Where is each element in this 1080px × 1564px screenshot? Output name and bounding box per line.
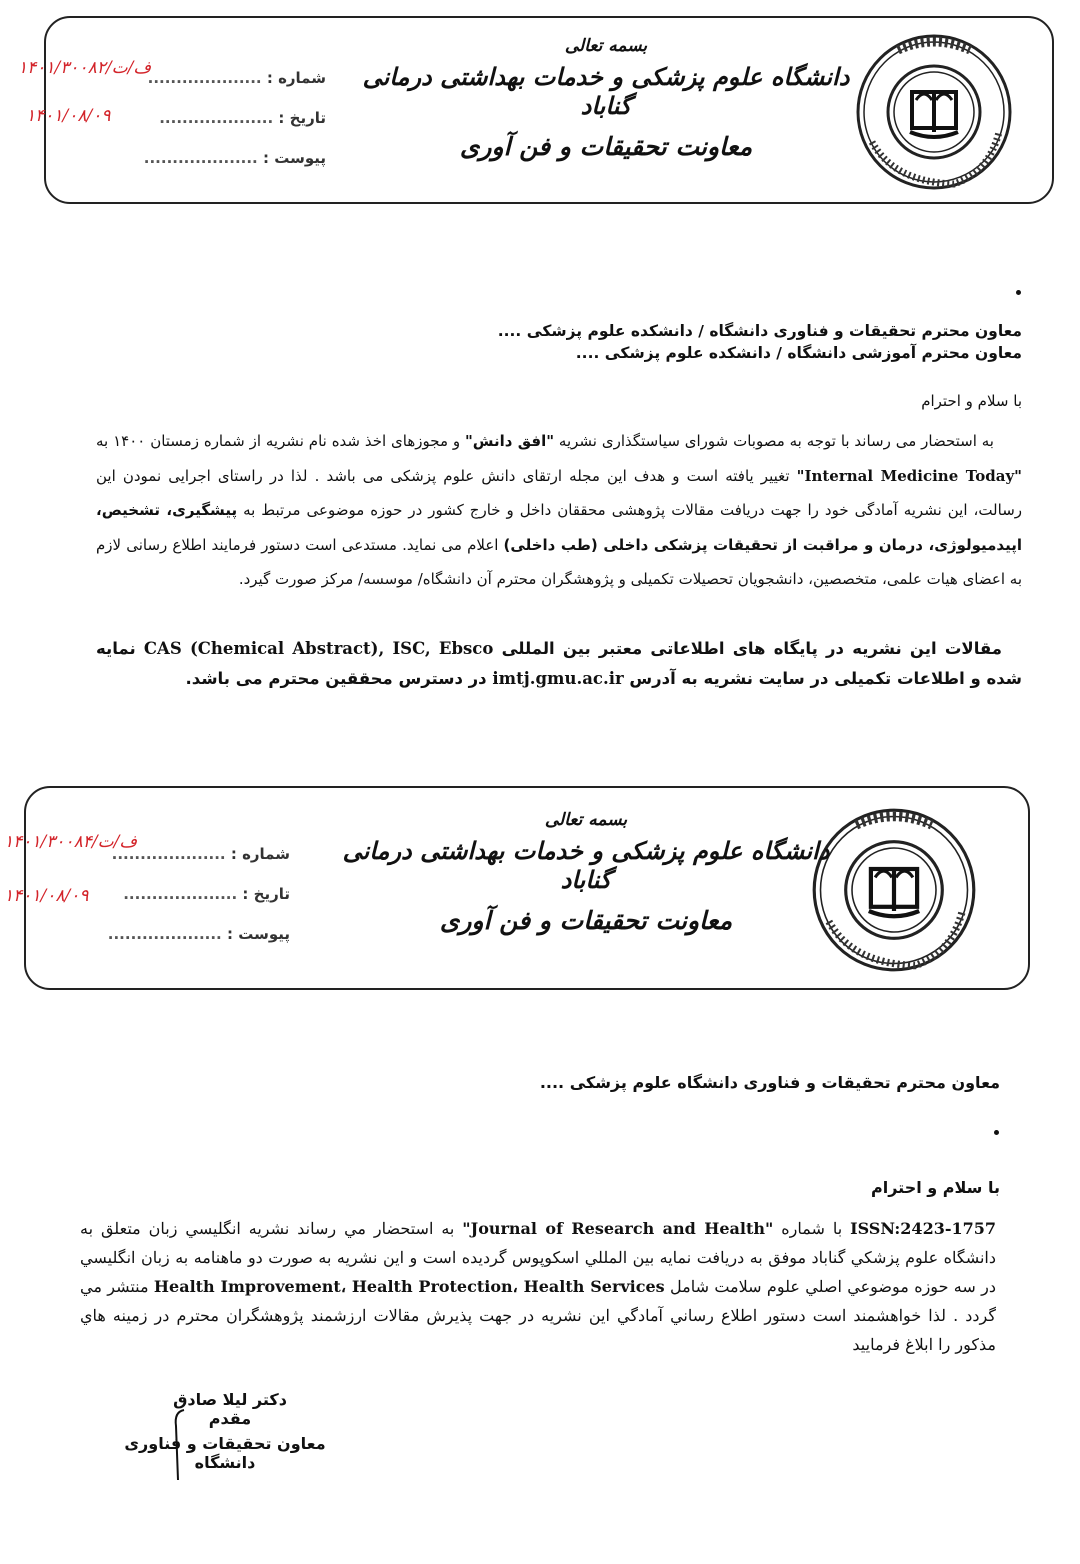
issn-number: ISSN:2423-1757 xyxy=(850,1219,996,1238)
recipient-address xyxy=(462,320,1022,364)
address-line: معاون محترم آموزشی دانشگاه / دانشکده علوم پزشکی .... xyxy=(575,344,1022,362)
attachment-field: پیوست : .................... xyxy=(143,149,326,167)
journal-url: imtj.gmu.ac.ir xyxy=(492,669,624,688)
journal-topics: پیشگیری، تشخیص، اپیدمیولوژی، درمان و مراقبت از تحقیقات پزشکی داخلی (طب داخلی) xyxy=(96,501,1022,554)
salutation: با سلام و احترام xyxy=(871,1178,1000,1197)
letter-date-stamp: ۱۴۰۱/۰۸/۰۹ xyxy=(4,886,89,906)
letterhead-top xyxy=(44,16,1054,204)
bullet-mark xyxy=(994,1130,999,1135)
attachment-field: پیوست : .................... xyxy=(107,925,290,943)
university-name: دانشگاه علوم پزشکی و خدمات بهداشتی درمانی گناباد xyxy=(342,836,830,894)
department-name: معاونت تحقیقات و فن آوری xyxy=(459,132,753,161)
letterhead-title-block xyxy=(326,810,846,935)
bismillah-text: بسمه تعالی xyxy=(564,36,648,56)
university-name: دانشگاه علوم پزشکی و خدمات بهداشتی درمانی گناباد xyxy=(362,62,850,120)
bismillah-text: بسمه تعالی xyxy=(544,810,628,830)
journal-old-name: "افق دانش" xyxy=(464,432,555,450)
body-paragraph: ISSN:2423-1757 با شماره "Journal of Research and Health" به استحضار مي رساند نشريه انگليسي زبان متعلق به دانشگاه علوم پزشكي گناباد موفق به دريافت نمايه بين المللي اسكوپوس گرديده است و اين نشريه به صورت دو ماهنامه به زبان انگليسي در سه حوزه موضوعي اصلي علوم سلامت شامل Health Improvement، Health Protection، Health Services منتشر مي گردد . لذا خواهشمند است دستور اطلاع رساني آمادگي اين نشريه در جهت پذيرش مقالات ارزشمند پژوهشگران محترم در زمينه هاي مذكور را ابلاغ فرماييد xyxy=(80,1219,996,1354)
date-field: تاریخ : .................... xyxy=(159,109,326,127)
body-paragraph: مقالات این نشریه در پایگاه های اطلاعاتی معتبر بین المللی CAS (Chemical Abstract), ISC, Ebsco نمایه شده و اطلاعات تکمیلی در سایت نشریه به آدرس imtj.gmu.ac.ir در دسترس محققین محترم می باشد. xyxy=(96,639,1022,688)
department-name: معاونت تحقیقات و فن آوری xyxy=(439,906,733,935)
address-line: معاون محترم تحقیقات و فناوری دانشگاه / دانشکده علوم پزشکی .... xyxy=(497,322,1022,340)
bullet-mark xyxy=(1016,290,1021,295)
indexing-databases: CAS (Chemical Abstract), ISC, Ebsco xyxy=(143,639,494,658)
number-field: شماره : .................... xyxy=(147,69,326,87)
journal-name: "Journal of Research and Health" xyxy=(462,1219,774,1238)
letterhead-bottom xyxy=(24,786,1030,990)
journal-new-name: "Internal Medicine Today" xyxy=(796,466,1022,485)
letter-number-stamp: ۱۴۰۱/۳۰۰۸۴/ف/ت xyxy=(4,832,137,852)
letter-number-stamp: ۱۴۰۱/۳۰۰۸۲/ف/ت xyxy=(18,58,151,78)
signer-name: دکتر لیلا صادق مقدم xyxy=(173,1390,287,1428)
university-seal-icon xyxy=(854,32,1014,192)
journal-topics: Health Improvement، Health Protection، Health Services xyxy=(153,1277,665,1296)
recipient-address: معاون محترم تحقیقات و فناوری دانشگاه علوم پزشکی .... xyxy=(539,1073,1000,1092)
body-paragraph: به استحضار می رساند با توجه به مصوبات شورای سیاستگذاری نشریه "افق دانش" و مجوزهای اخذ شده نام نشریه از شماره زمستان ۱۴۰۰ به "Internal Medicine Today" تغییر یافته است و هدف این مجله ارتقای دانش علوم پزشکی می باشد . لذا در راستای اجرایی نمودن این رسالت، این نشریه آمادگی خود را جهت دریافت مقالات پژوهشی محققان داخل و خارج کشور در حوزه موضوعی مرتبط به پیشگیری، تشخیص، اپیدمیولوژی، درمان و مراقبت از تحقیقات پزشکی داخلی (طب داخلی) اعلام می نماید. مستدعی است دستور فرمایند اطلاع رسانی لازم به اعضای هیات علمی، متخصصین، دانشجویان تحصیلات تکمیلی و پژوهشگران محترم آن دانشگاه/ موسسه/ مرکز صورت گیرد. xyxy=(96,432,1023,588)
signer-title: معاون تحقیقات و فناوری دانشگاه xyxy=(124,1434,326,1472)
salutation: با سلام و احترام xyxy=(921,392,1022,410)
letter-date-stamp: ۱۴۰۱/۰۸/۰۹ xyxy=(26,106,111,126)
number-field: شماره : .................... xyxy=(111,845,290,863)
signature-mark-icon xyxy=(172,1406,186,1482)
date-field: تاریخ : .................... xyxy=(123,885,290,903)
letterhead-title-block xyxy=(346,36,866,161)
